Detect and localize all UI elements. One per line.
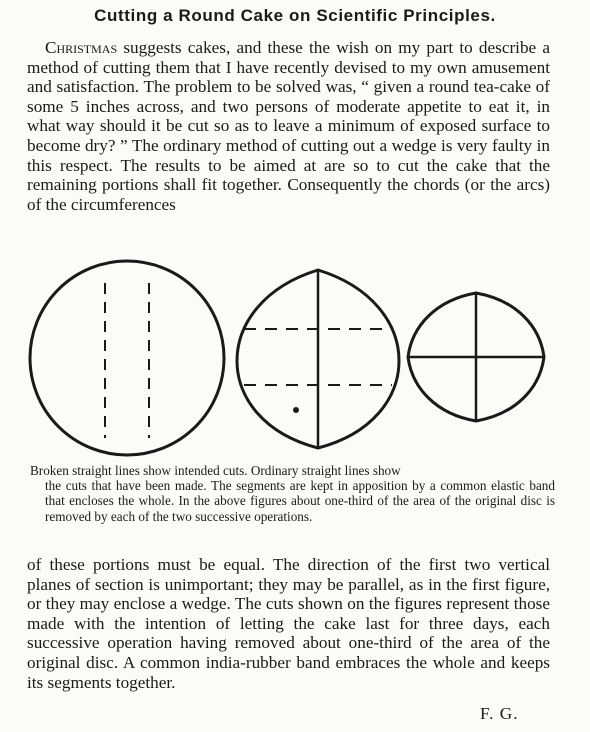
article-title: Cutting a Round Cake on Scientific Principles. [94,6,496,25]
paragraph-2: of these portions must be equal. The direction of the first two vertical planes of section is unimportant; they may be parallel, as in the first figure, or they may enclose a wedge. The cuts shown on the figures represent those made with the intention of letting the cake last for three days, each successive operation having removed about one-third of the area of the original disc. A common india-rubber band embraces the whole and keeps its segments together. [27,555,550,692]
signature: F. G. [480,704,519,723]
paragraph-1-text: suggests cakes, and these the wish on my part to describe a method of cutting them that I have recently devised to my own amusement and satisfaction. The problem to be solved was, “ given a round tea-cake of some 5 inches across, and two persons of moderate appetite to eat it, in what way should it be cut so as to leave a minimum of exposed surface to become dry? ” The ordinary method of cutting out a wedge is very faulty in this respect. The results to be aimed at are so to cut the cake that the remaining portions shall fit together. Consequently the chords (or the arcs) of the circumferences [27,38,550,214]
figure-caption [30,463,555,524]
figure-1-full-disc [30,261,224,455]
caption-continuation: the cuts that have been made. The segments are kept in apposition by a common elastic band that encloses the whole. In the above figures about one-third of the area of the original disc is removed by each of the two successive operations. [45,478,555,524]
cake-diagrams [0,258,590,463]
lead-word: Christmas [45,38,118,57]
figure-1-circle [30,261,224,455]
caption-first-line: Broken straight lines show intended cuts. Ordinary straight lines show [30,463,401,478]
paragraph-1 [27,38,550,214]
figure-3-after-second-cut [408,293,544,421]
figure-2-speck [293,407,299,413]
figure-2-after-first-cut [237,270,399,448]
